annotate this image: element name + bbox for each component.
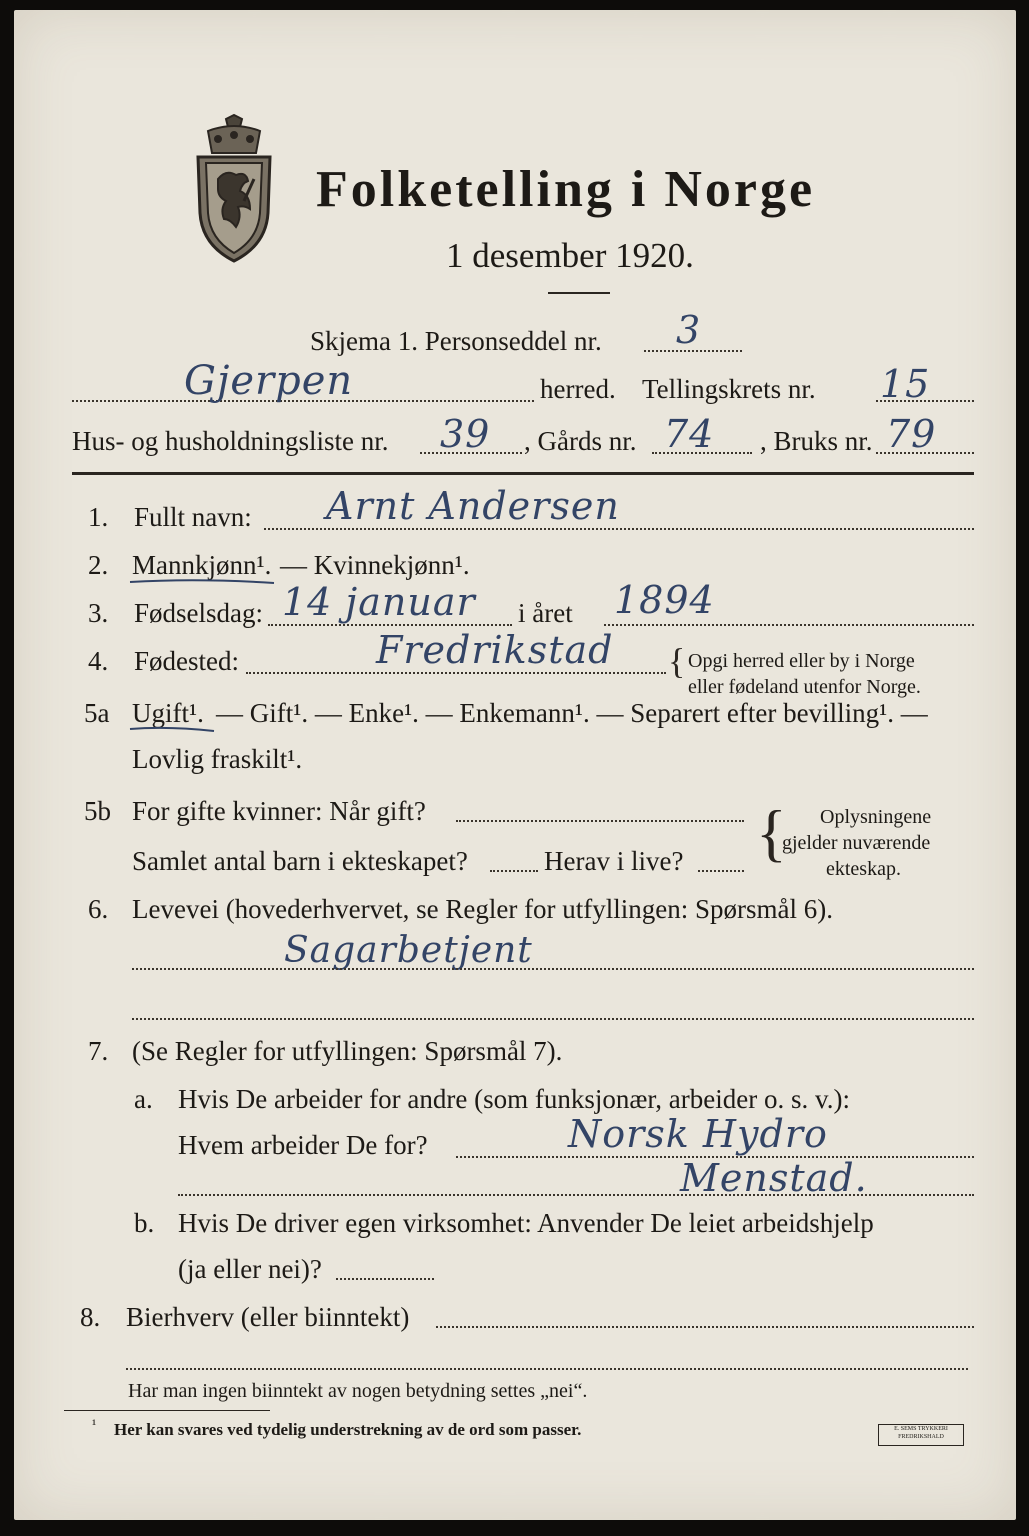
q5b-line1: For gifte kvinner: Når gift?	[132, 796, 426, 826]
printer-stamp-line2: FREDRIKSHALD	[898, 1434, 944, 1440]
q6-line2	[132, 1018, 974, 1020]
coat-of-arms-icon	[188, 113, 280, 265]
q7a-question: Hvem arbeider De for?	[178, 1130, 428, 1160]
q5b-line2b: Herav i live?	[544, 846, 684, 876]
q6-line1	[132, 968, 974, 970]
census-date: 1 desember 1920.	[446, 236, 694, 275]
q2-number: 2.	[88, 550, 109, 580]
tellingskrets-number: 15	[880, 362, 931, 406]
q8-line2	[126, 1368, 968, 1370]
personseddel-number: 3	[676, 308, 702, 352]
q5a-number: 5a	[84, 698, 110, 728]
q7a-value2: Menstad.	[680, 1156, 868, 1200]
q1-label: Fullt navn:	[134, 502, 252, 532]
q4-note-line1: Opgi herred eller by i Norge	[688, 650, 915, 672]
q4-note-line2: eller fødeland utenfor Norge.	[688, 676, 921, 698]
q8-line1	[436, 1326, 974, 1328]
form-title: Folketelling i Norge	[316, 161, 816, 218]
husholdningsliste-number: 39	[440, 412, 491, 456]
footer-note: Har man ingen biinntekt av nogen betydning settes „nei“.	[128, 1380, 588, 1402]
q3-year-label: i året	[518, 598, 573, 628]
q4-label: Fødested:	[134, 646, 239, 676]
husholdningsliste-label: Hus- og husholdningsliste nr.	[72, 426, 389, 456]
q7-label: (Se Regler for utfyllingen: Spørsmål 7).	[132, 1036, 563, 1066]
q5a-line2: Lovlig fraskilt¹.	[132, 744, 303, 774]
q5a-ugift: Ugift¹.	[132, 698, 204, 728]
q5b-note-line3: ekteskap.	[826, 858, 901, 880]
q3-year-value: 1894	[614, 578, 715, 622]
q8-number: 8.	[80, 1302, 101, 1332]
q5b-brace: {	[756, 797, 787, 868]
printer-stamp	[878, 1424, 964, 1446]
q8-label: Bierhverv (eller biinntekt)	[126, 1302, 410, 1332]
q2-option-kvinne: — Kvinnekjønn¹.	[280, 550, 470, 580]
footnote-rule	[64, 1410, 270, 1411]
footnote-mark: ¹	[92, 1418, 97, 1433]
title-rule	[548, 292, 610, 294]
q5a-options: — Gift¹. — Enke¹. — Enkemann¹. — Separert efter bevilling¹. —	[216, 698, 928, 728]
header-rule	[72, 472, 974, 475]
q3-day-value: 14 januar	[282, 580, 476, 624]
gards-number: 74	[664, 412, 715, 456]
q1-number: 1.	[88, 502, 109, 532]
q7a-text: Hvis De arbeider for andre (som funksjonær, arbeider o. s. v.):	[178, 1084, 850, 1114]
q5b-number: 5b	[84, 796, 111, 826]
q7a-number: a.	[134, 1084, 153, 1114]
q5b-alive-line	[698, 870, 744, 872]
q7-number: 7.	[88, 1036, 109, 1066]
gards-label: , Gårds nr.	[524, 426, 637, 456]
q1-line	[264, 528, 974, 530]
q5b-note-line1: Oplysningene	[820, 806, 932, 828]
q5a-underline	[128, 724, 218, 734]
bruks-number: 79	[886, 412, 937, 456]
q2-underline	[128, 576, 278, 586]
schema-label: Skjema 1. Personseddel nr.	[310, 326, 602, 356]
q7b-question: (ja eller nei)?	[178, 1254, 322, 1284]
q3-label: Fødselsdag:	[134, 598, 264, 628]
q4-number: 4.	[88, 646, 109, 676]
footnote-text: Her kan svares ved tydelig understrekning av de ord som passer.	[114, 1420, 582, 1439]
q4-line	[246, 672, 666, 674]
bruks-label: , Bruks nr.	[760, 426, 873, 456]
tellingskrets-label: Tellingskrets nr.	[642, 374, 816, 404]
printer-stamp-line1: E. SEMS TRYKKERI	[894, 1426, 948, 1432]
q5b-when-line	[456, 820, 744, 822]
q7a-value1: Norsk Hydro	[568, 1112, 828, 1156]
q7b-line	[336, 1278, 434, 1280]
q7b-number: b.	[134, 1208, 155, 1238]
q3-number: 3.	[88, 598, 109, 628]
q5b-note-line2: gjelder nuværende	[782, 832, 931, 854]
q4-value: Fredrikstad	[376, 628, 614, 672]
q5b-line2a: Samlet antal barn i ekteskapet?	[132, 846, 468, 876]
q5b-children-line	[490, 870, 538, 872]
q6-number: 6.	[88, 894, 109, 924]
q2-option-mann: Mannkjønn¹.	[132, 550, 272, 580]
q1-value: Arnt Andersen	[326, 484, 620, 528]
q3-year-line	[604, 624, 974, 626]
q4-brace: {	[668, 641, 686, 681]
herred-label: herred.	[540, 374, 616, 404]
herred-value: Gjerpen	[184, 358, 354, 404]
q3-day-line	[268, 624, 512, 626]
q7b-text: Hvis De driver egen virksomhet: Anvender De leiet arbeidshjelp	[178, 1208, 874, 1238]
q6-value: Sagarbetjent	[284, 930, 533, 971]
q6-label: Levevei (hovederhvervet, se Regler for utfyllingen: Spørsmål 6).	[132, 894, 834, 924]
